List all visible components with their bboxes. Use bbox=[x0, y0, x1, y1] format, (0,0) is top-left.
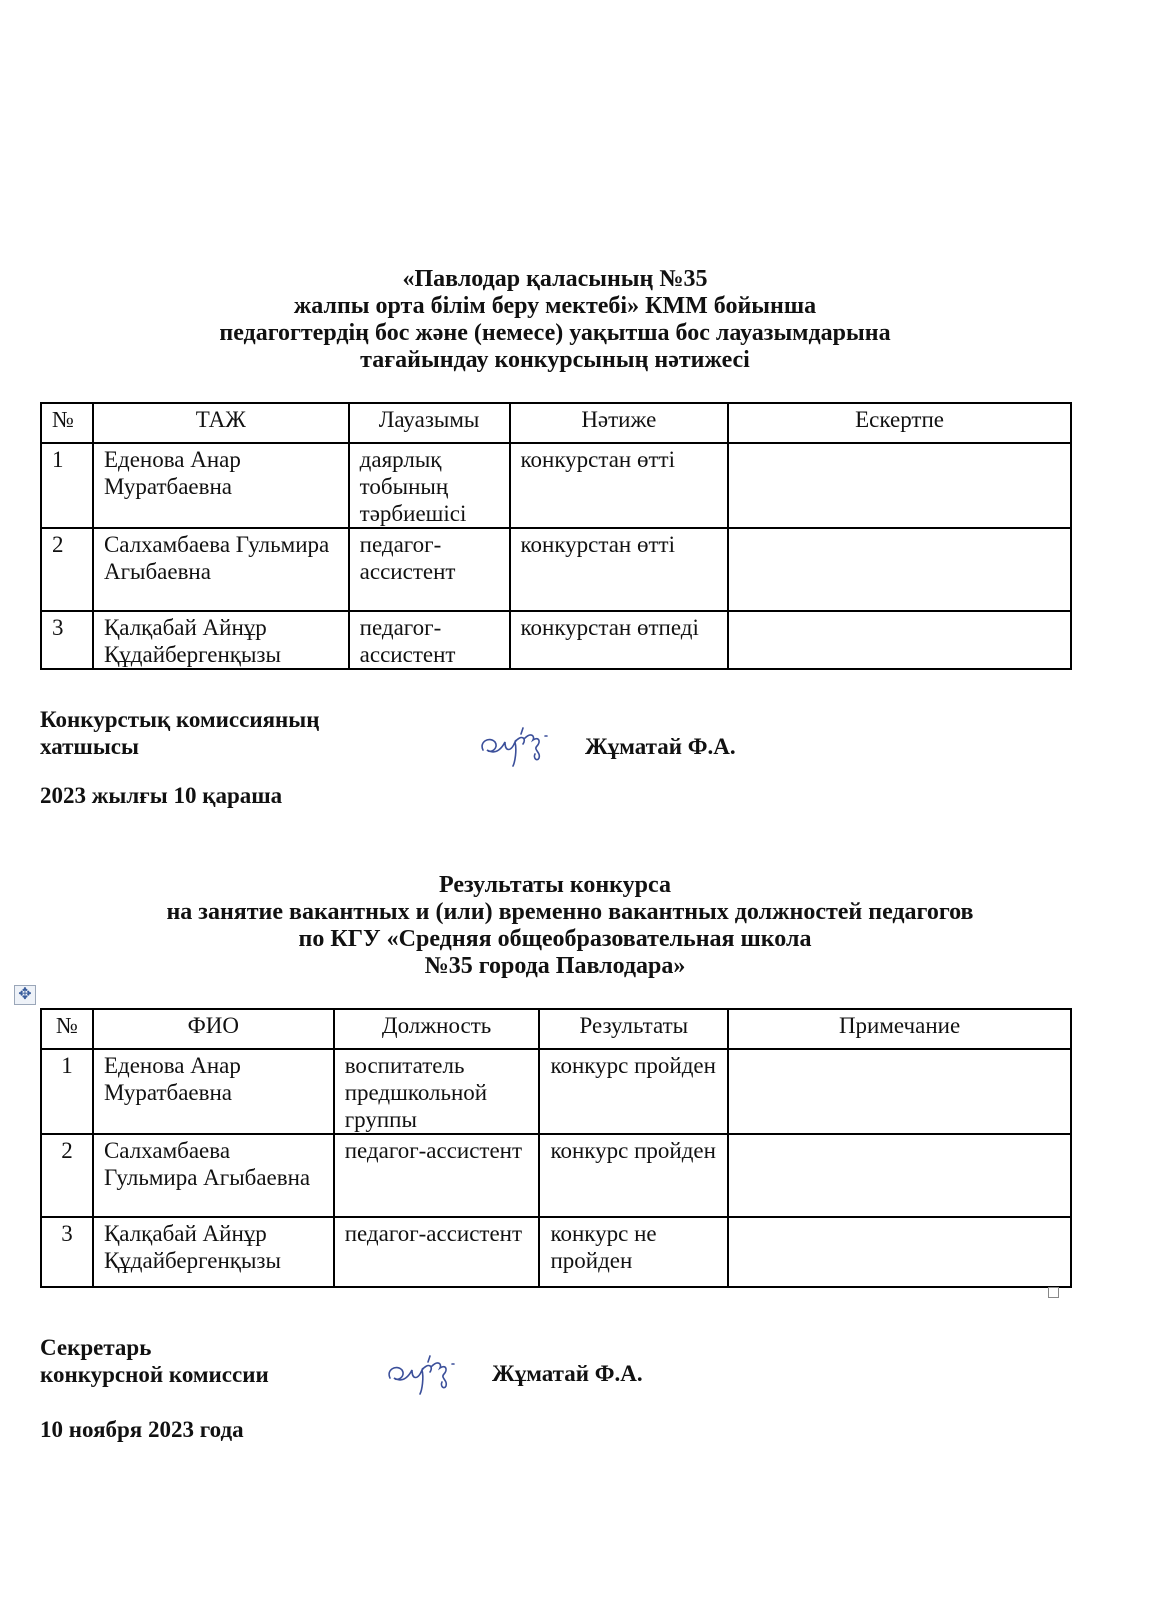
table-row bbox=[41, 611, 1071, 669]
russian-signatory-role bbox=[40, 1334, 269, 1388]
role-line-2: конкурсной комиссии bbox=[40, 1362, 269, 1387]
table-row bbox=[41, 1049, 1071, 1134]
russian-title-line-4: №35 города Павлодара» bbox=[424, 953, 686, 979]
header-number: № bbox=[41, 403, 93, 443]
kazakh-document-date: 2023 жылғы 10 қараша bbox=[40, 783, 283, 808]
header-position: Лауазымы bbox=[349, 403, 510, 443]
table-header-row bbox=[41, 1009, 1071, 1049]
row-name: Қалқабай Айнұр Құдайбергенқызы bbox=[93, 611, 349, 669]
table-row bbox=[41, 528, 1071, 611]
row-name: Қалқабай Айнұр Құдайбергенқызы bbox=[93, 1217, 334, 1287]
handwritten-signature-icon bbox=[475, 720, 565, 770]
table-row bbox=[41, 1134, 1071, 1217]
russian-title-line-3: по КГУ «Средняя общеобразовательная школа bbox=[298, 926, 812, 952]
row-position: даярлық тобының тәрбиешісі bbox=[349, 443, 510, 528]
row-number: 3 bbox=[41, 611, 93, 669]
table-row bbox=[41, 1217, 1071, 1287]
table-row bbox=[41, 443, 1071, 528]
row-position: педагог-ассистент bbox=[349, 528, 510, 611]
row-position: педагог-ассистент bbox=[349, 611, 510, 669]
row-name: Салхамбаева Гульмира Агыбаевна bbox=[93, 528, 349, 611]
russian-signatory-name: Жұматай Ф.А. bbox=[492, 1361, 643, 1386]
row-note bbox=[728, 528, 1071, 611]
row-result: конкурс пройден bbox=[539, 1134, 728, 1217]
kazakh-results-table bbox=[40, 402, 1072, 670]
kazakh-signatory-role bbox=[40, 706, 319, 760]
russian-title bbox=[0, 872, 1110, 980]
row-result: конкурс не пройден bbox=[539, 1217, 728, 1287]
row-result: конкурстан өтті bbox=[510, 443, 729, 528]
row-name: Еденова Анар Муратбаевна bbox=[93, 443, 349, 528]
row-number: 1 bbox=[41, 443, 93, 528]
row-number: 2 bbox=[41, 528, 93, 611]
header-number: № bbox=[41, 1009, 93, 1049]
row-number: 3 bbox=[41, 1217, 93, 1287]
header-note: Ескертпе bbox=[728, 403, 1071, 443]
row-result: конкурстан өтпеді bbox=[510, 611, 729, 669]
row-note bbox=[728, 443, 1071, 528]
kazakh-title-line-4: тағайындау конкурсының нәтижесі bbox=[360, 347, 750, 373]
russian-title-line-2: на занятие вакантных и (или) временно вакантных должностей педагогов bbox=[166, 899, 974, 925]
row-number: 2 bbox=[41, 1134, 93, 1217]
row-note bbox=[728, 1134, 1071, 1217]
role-line-1: Конкурстық комиссияның bbox=[40, 707, 320, 732]
row-result: конкурс пройден bbox=[539, 1049, 728, 1134]
role-line-1: Секретарь bbox=[40, 1335, 152, 1360]
header-note: Примечание bbox=[728, 1009, 1071, 1049]
row-number: 1 bbox=[41, 1049, 93, 1134]
header-result: Результаты bbox=[539, 1009, 728, 1049]
header-position: Должность bbox=[334, 1009, 540, 1049]
header-result: Нәтиже bbox=[510, 403, 729, 443]
header-name: ТАЖ bbox=[93, 403, 349, 443]
row-result: конкурстан өтті bbox=[510, 528, 729, 611]
row-note bbox=[728, 611, 1071, 669]
kazakh-title-line-3: педагогтердің бос және (немесе) уақытша бос лауазымдарына bbox=[219, 320, 891, 346]
russian-document-date: 10 ноября 2023 года bbox=[40, 1417, 244, 1442]
kazakh-title-line-1: «Павлодар қаласының №35 bbox=[402, 266, 708, 292]
table-resize-handle-icon[interactable] bbox=[1048, 1287, 1059, 1298]
russian-results-table bbox=[40, 1008, 1072, 1288]
role-line-2: хатшысы bbox=[40, 734, 139, 759]
row-position: воспитатель предшкольной группы bbox=[334, 1049, 540, 1134]
header-name: ФИО bbox=[93, 1009, 334, 1049]
kazakh-signatory-name: Жұматай Ф.А. bbox=[585, 734, 736, 759]
russian-title-line-1: Результаты конкурса bbox=[439, 872, 671, 898]
row-position: педагог-ассистент bbox=[334, 1217, 540, 1287]
table-move-handle-icon[interactable]: ✥ bbox=[14, 985, 36, 1005]
row-name: Салхамбаева Гульмира Агыбаевна bbox=[93, 1134, 334, 1217]
row-name: Еденова Анар Муратбаевна bbox=[93, 1049, 334, 1134]
kazakh-title-line-2: жалпы орта білім беру мектебі» КММ бойынша bbox=[293, 293, 817, 319]
table-header-row bbox=[41, 403, 1071, 443]
row-position: педагог-ассистент bbox=[334, 1134, 540, 1217]
row-note bbox=[728, 1217, 1071, 1287]
handwritten-signature-icon bbox=[382, 1348, 472, 1398]
row-note bbox=[728, 1049, 1071, 1134]
kazakh-title bbox=[0, 266, 1110, 374]
